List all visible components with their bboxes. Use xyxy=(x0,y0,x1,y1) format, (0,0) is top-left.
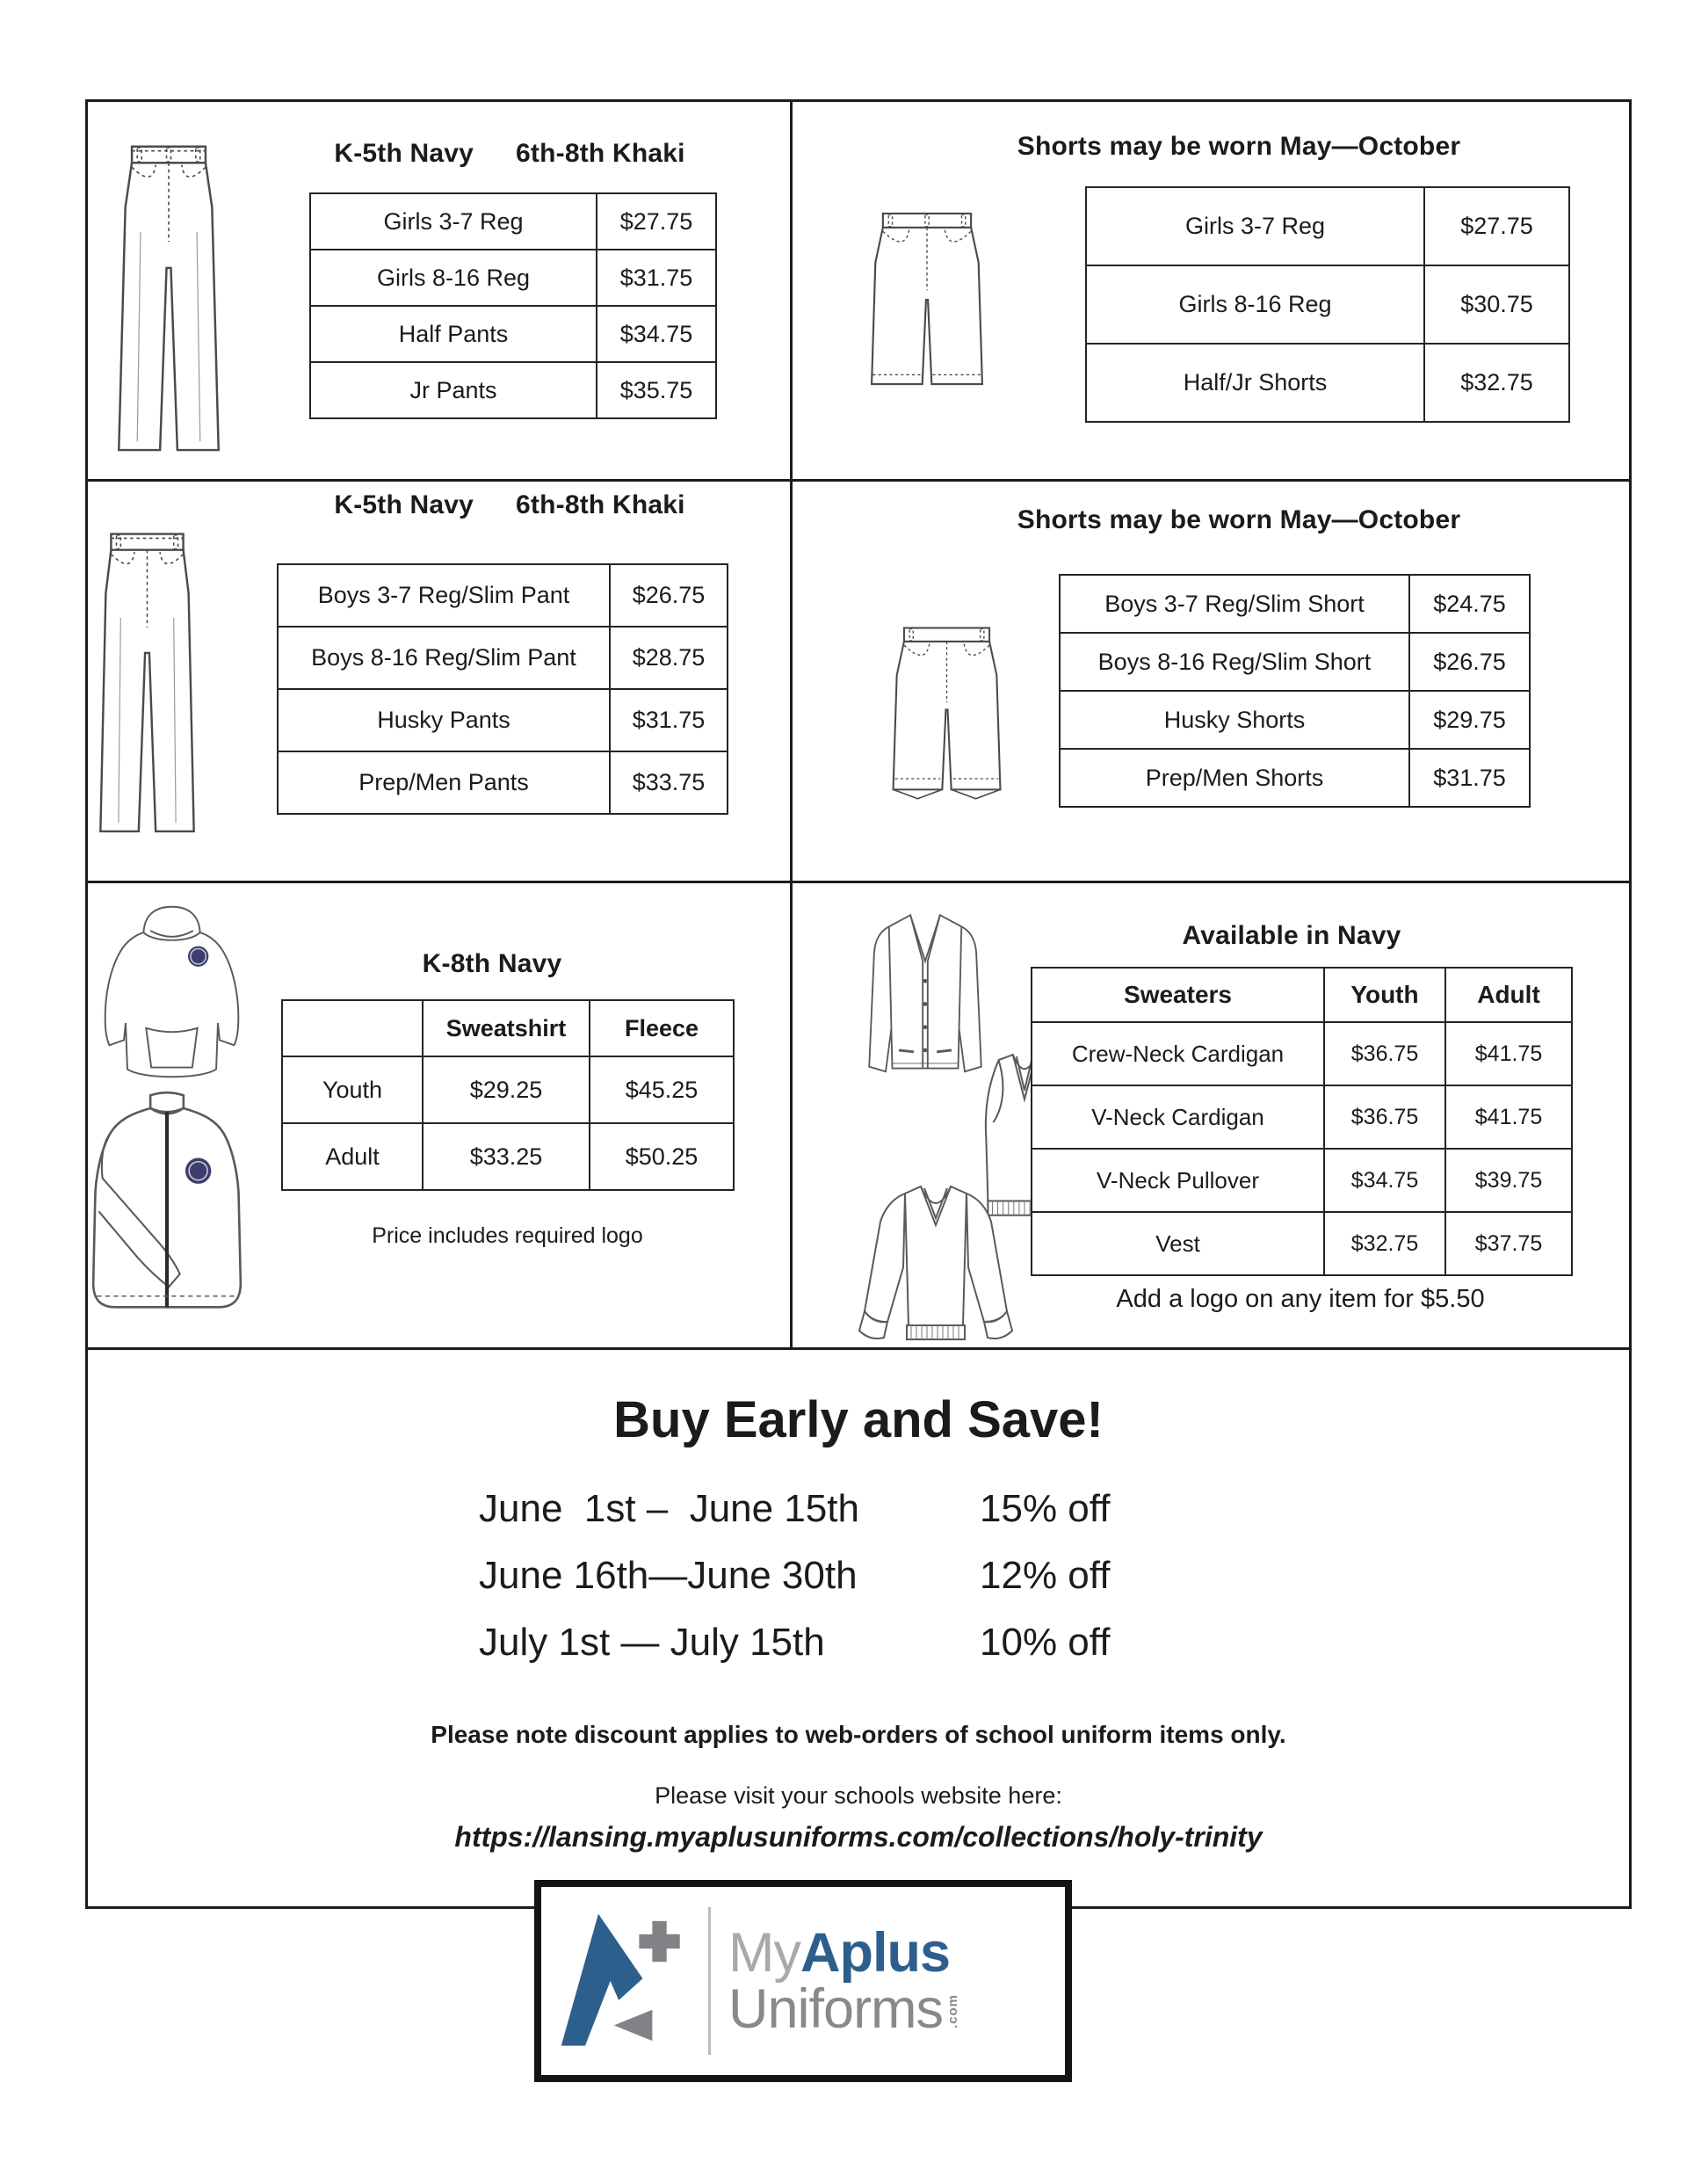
column-header-fleece: Fleece xyxy=(590,1000,734,1056)
table-row xyxy=(1060,575,1530,633)
table-row xyxy=(310,193,716,250)
table-row xyxy=(1086,187,1569,265)
item-price: $37.75 xyxy=(1445,1212,1572,1275)
column-header-adult: Adult xyxy=(1445,968,1572,1022)
sweatshirt-logo-note: Price includes required logo xyxy=(372,1223,643,1248)
boys-pants-price-table xyxy=(277,563,728,815)
item-price: $45.25 xyxy=(590,1056,734,1123)
item-price: $31.75 xyxy=(597,250,716,306)
table-row xyxy=(1086,344,1569,422)
promo-title: Buy Early and Save! xyxy=(613,1391,1104,1448)
size-label: Youth xyxy=(282,1056,423,1123)
item-label: Boys 8-16 Reg/Slim Short xyxy=(1060,633,1409,691)
item-price: $28.75 xyxy=(610,627,728,689)
boys-pants-illustration xyxy=(83,517,211,836)
table-row xyxy=(278,751,728,814)
table-row xyxy=(1060,691,1530,749)
item-price: $29.25 xyxy=(423,1056,590,1123)
sweatshirt-price-table xyxy=(281,999,735,1191)
item-price: $26.75 xyxy=(1409,633,1530,691)
hooded-sweatshirt-illustration xyxy=(95,898,249,1086)
logo-aplus: Aplus xyxy=(800,1921,950,1984)
table-row xyxy=(1032,1212,1572,1275)
boys-pants-heading xyxy=(264,490,756,520)
discount-dates: July 1st — July 15th xyxy=(479,1621,825,1664)
table-row xyxy=(1032,1022,1572,1085)
item-label: Crew-Neck Cardigan xyxy=(1032,1022,1324,1085)
item-price: $35.75 xyxy=(597,362,716,418)
aplus-mark-icon xyxy=(559,1908,691,2054)
item-label: Girls 3-7 Reg xyxy=(1086,187,1424,265)
table-row xyxy=(1032,1085,1572,1149)
item-price: $26.75 xyxy=(610,564,728,627)
logo-wordmark xyxy=(728,1921,961,2040)
item-label: Prep/Men Shorts xyxy=(1060,749,1409,807)
item-price: $30.75 xyxy=(1424,265,1569,344)
table-row xyxy=(310,250,716,306)
myaplus-logo xyxy=(534,1880,1072,2082)
table-row xyxy=(1032,968,1572,1022)
empty-corner-cell xyxy=(282,1000,423,1056)
table-row xyxy=(282,1000,734,1056)
item-price: $27.75 xyxy=(1424,187,1569,265)
item-label: Girls 8-16 Reg xyxy=(310,250,597,306)
heading-grade-khaki: 6th-8th Khaki xyxy=(516,139,685,168)
table-row xyxy=(1060,749,1530,807)
item-price: $36.75 xyxy=(1324,1022,1445,1085)
item-price: $27.75 xyxy=(597,193,716,250)
item-price: $29.75 xyxy=(1409,691,1530,749)
sweaters-heading: Available in Navy xyxy=(1182,921,1401,950)
fleece-jacket-illustration xyxy=(75,1090,259,1320)
girls-pants-price-table xyxy=(309,192,717,419)
discount-percent: 10% off xyxy=(980,1621,1111,1664)
item-price: $34.75 xyxy=(597,306,716,362)
item-label: Boys 3-7 Reg/Slim Short xyxy=(1060,575,1409,633)
table-row xyxy=(1032,1149,1572,1212)
table-row xyxy=(1086,265,1569,344)
logo-divider xyxy=(708,1907,711,2055)
item-label: Vest xyxy=(1032,1212,1324,1275)
logo-dot-com: .com xyxy=(945,1994,961,2029)
discount-percent: 15% off xyxy=(980,1487,1111,1530)
item-price: $39.75 xyxy=(1445,1149,1572,1212)
item-price: $32.75 xyxy=(1324,1212,1445,1275)
website-prompt: Please visit your schools website here: xyxy=(655,1782,1062,1809)
table-row xyxy=(1060,633,1530,691)
table-row xyxy=(282,1056,734,1123)
table-row xyxy=(278,689,728,751)
item-label: Husky Shorts xyxy=(1060,691,1409,749)
boys-shorts-heading: Shorts may be worn May—October xyxy=(1017,505,1461,534)
item-price: $41.75 xyxy=(1445,1022,1572,1085)
item-price: $32.75 xyxy=(1424,344,1569,422)
vertical-divider xyxy=(790,99,793,1350)
row-divider-2 xyxy=(85,881,1632,883)
item-price: $31.75 xyxy=(610,689,728,751)
table-row xyxy=(310,306,716,362)
discount-percent: 12% off xyxy=(980,1554,1111,1597)
column-header-youth: Youth xyxy=(1324,968,1445,1022)
sweater-logo-note: Add a logo on any item for $5.50 xyxy=(1116,1285,1485,1313)
discount-dates: June 1st – June 15th xyxy=(479,1487,859,1530)
school-store-url: https://lansing.myaplusuniforms.com/collections/holy-trinity xyxy=(454,1821,1263,1853)
table-row xyxy=(278,627,728,689)
table-row xyxy=(310,362,716,418)
item-label: Boys 8-16 Reg/Slim Pant xyxy=(278,627,610,689)
item-price: $41.75 xyxy=(1445,1085,1572,1149)
item-price: $33.75 xyxy=(610,751,728,814)
item-label: V-Neck Pullover xyxy=(1032,1149,1324,1212)
vneck-pullover-illustration xyxy=(852,1179,1019,1364)
item-label: Girls 3-7 Reg xyxy=(310,193,597,250)
item-label: Husky Pants xyxy=(278,689,610,751)
item-price: $24.75 xyxy=(1409,575,1530,633)
item-price: $36.75 xyxy=(1324,1085,1445,1149)
item-label: Half Pants xyxy=(310,306,597,362)
heading-grade-navy: K-5th Navy xyxy=(334,490,474,519)
logo-my: My xyxy=(728,1921,800,1984)
item-label: Prep/Men Pants xyxy=(278,751,610,814)
row-divider-1 xyxy=(85,479,1632,482)
heading-grade-navy: K-5th Navy xyxy=(334,139,474,168)
table-row xyxy=(282,1123,734,1190)
sweatshirts-heading: K-8th Navy xyxy=(422,949,562,978)
boys-shorts-illustration xyxy=(879,615,1015,806)
girls-shorts-price-table xyxy=(1085,186,1570,423)
sweater-price-table xyxy=(1031,967,1573,1276)
discount-disclaimer: Please note discount applies to web-orders of school uniform items only. xyxy=(431,1721,1286,1748)
item-label: Half/Jr Shorts xyxy=(1086,344,1424,422)
item-label: Boys 3-7 Reg/Slim Pant xyxy=(278,564,610,627)
heading-grade-khaki: 6th-8th Khaki xyxy=(516,490,685,519)
girls-pants-heading xyxy=(264,139,756,169)
item-price: $33.25 xyxy=(423,1123,590,1190)
logo-uniforms: Uniforms xyxy=(728,1978,944,2040)
item-label: V-Neck Cardigan xyxy=(1032,1085,1324,1149)
item-label: Girls 8-16 Reg xyxy=(1086,265,1424,344)
item-price: $50.25 xyxy=(590,1123,734,1190)
girls-shorts-illustration xyxy=(857,200,997,397)
item-label: Jr Pants xyxy=(310,362,597,418)
item-price: $34.75 xyxy=(1324,1149,1445,1212)
table-row xyxy=(278,564,728,627)
girls-pants-illustration xyxy=(104,128,234,455)
column-header-sweaters: Sweaters xyxy=(1032,968,1324,1022)
item-price: $31.75 xyxy=(1409,749,1530,807)
girls-shorts-heading: Shorts may be worn May—October xyxy=(1017,132,1461,161)
boys-shorts-price-table xyxy=(1059,574,1531,808)
column-header-sweatshirt: Sweatshirt xyxy=(423,1000,590,1056)
size-label: Adult xyxy=(282,1123,423,1190)
discount-dates: June 16th—June 30th xyxy=(479,1554,858,1597)
